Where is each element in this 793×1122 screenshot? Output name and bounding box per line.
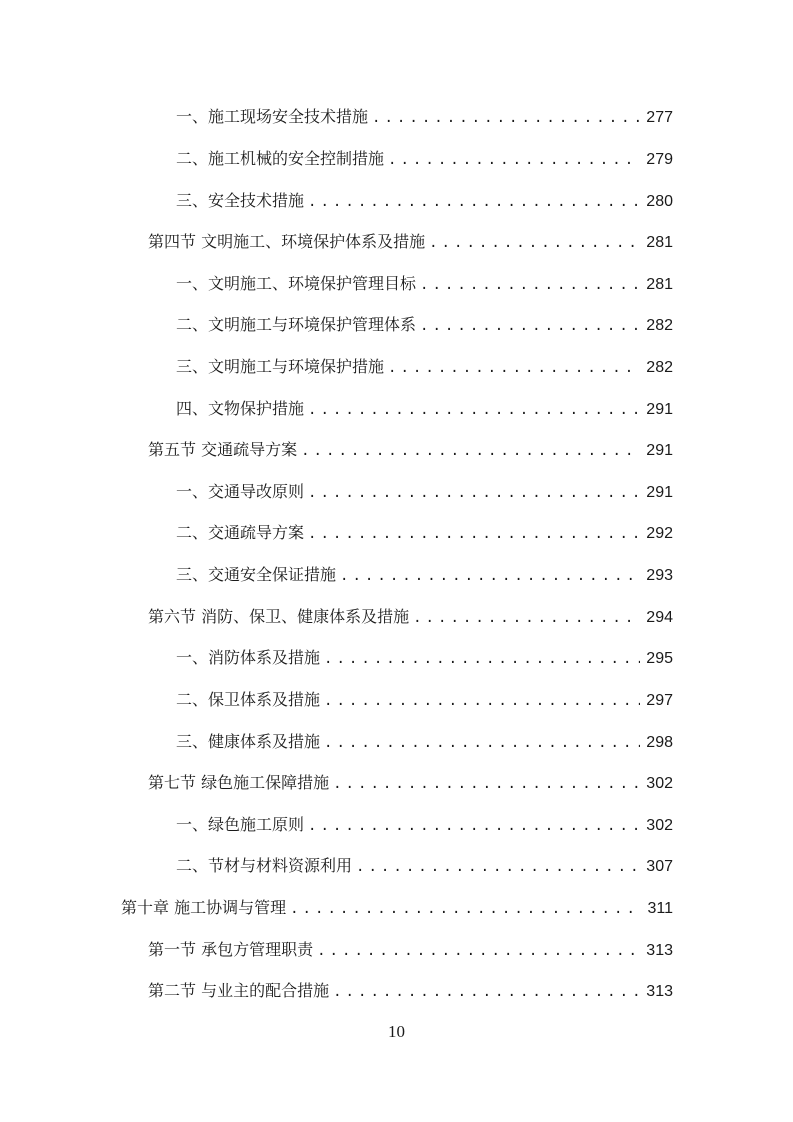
toc-entry-page: 281	[646, 234, 673, 251]
toc-entry-page: 302	[646, 817, 673, 834]
toc-entry-page: 291	[646, 484, 673, 501]
toc-entry-page: 311	[647, 900, 673, 917]
toc-entry	[148, 604, 673, 630]
page-number: 10	[388, 1022, 405, 1041]
toc-entry	[176, 812, 673, 838]
toc-entry	[176, 188, 673, 214]
toc-entry	[148, 437, 673, 463]
toc-entry-title: 一、消防体系及措施	[176, 648, 321, 667]
toc-entry-title: 第六节 消防、保卫、健康体系及措施	[148, 607, 410, 626]
toc-entry-page: 313	[646, 983, 673, 1000]
toc-entry-page: 277	[646, 109, 673, 126]
toc-entry-page: 313	[646, 942, 673, 959]
toc-leader-dots	[308, 397, 640, 423]
toc-entry-title: 第四节 文明施工、环境保护体系及措施	[148, 232, 426, 251]
toc-entry-title: 第一节 承包方管理职责	[148, 940, 314, 959]
toc-entry	[176, 312, 673, 338]
toc-leader-dots	[308, 189, 640, 215]
toc-leader-dots	[308, 813, 640, 839]
toc-entry-page: 293	[646, 567, 673, 584]
toc-entry-page: 282	[646, 317, 673, 334]
toc-entry-page: 292	[646, 525, 673, 542]
toc-entry	[176, 520, 673, 546]
toc-entry-page: 291	[646, 442, 673, 459]
toc-leader-dots	[429, 230, 640, 256]
toc-entry	[121, 895, 673, 921]
toc-entry-title: 第七节 绿色施工保障措施	[148, 773, 330, 792]
toc-entry-page: 295	[646, 650, 673, 667]
toc-entry-page: 294	[646, 609, 673, 626]
toc-leader-dots	[308, 521, 640, 547]
toc-entry	[148, 770, 673, 796]
toc-entry	[176, 562, 673, 588]
toc-entry	[176, 354, 673, 380]
toc-leader-dots	[372, 105, 640, 131]
toc-leader-dots	[308, 480, 640, 506]
toc-leader-dots	[413, 605, 640, 631]
toc-entry-page: 291	[646, 401, 673, 418]
toc-leader-dots	[324, 688, 640, 714]
toc-entry	[176, 645, 673, 671]
toc-entry	[176, 104, 673, 130]
toc-leader-dots	[388, 147, 640, 173]
toc-entry	[176, 479, 673, 505]
toc-entry-title: 第十章 施工协调与管理	[121, 898, 287, 917]
toc-entry-title: 一、施工现场安全技术措施	[176, 107, 369, 126]
toc-entry-title: 第五节 交通疏导方案	[148, 440, 298, 459]
toc-entry-title: 第二节 与业主的配合措施	[148, 981, 330, 1000]
toc-entry-title: 三、安全技术措施	[176, 191, 305, 210]
toc-entry-title: 一、交通导改原则	[176, 482, 305, 501]
toc-leader-dots	[324, 730, 640, 756]
toc-leader-dots	[420, 272, 640, 298]
toc-entry-title: 三、健康体系及措施	[176, 732, 321, 751]
toc-entry	[176, 729, 673, 755]
toc-leader-dots	[356, 854, 640, 880]
toc-entry-title: 一、绿色施工原则	[176, 815, 305, 834]
toc-entry-page: 307	[646, 858, 673, 875]
toc-entry	[148, 229, 673, 255]
toc-entry-page: 279	[646, 151, 673, 168]
toc-entry-page: 297	[646, 692, 673, 709]
toc-entry-title: 三、交通安全保证措施	[176, 565, 337, 584]
toc-entry-title: 二、节材与材料资源利用	[176, 856, 353, 875]
toc-entry-title: 二、施工机械的安全控制措施	[176, 149, 385, 168]
toc-leader-dots	[333, 771, 640, 797]
toc-entry-page: 302	[646, 775, 673, 792]
toc-entry	[176, 271, 673, 297]
toc-entry-page: 282	[646, 359, 673, 376]
toc-entry-title: 二、文明施工与环境保护管理体系	[176, 315, 417, 334]
toc-entry	[148, 937, 673, 963]
toc-leader-dots	[290, 896, 641, 922]
toc-entry-title: 二、保卫体系及措施	[176, 690, 321, 709]
toc-entry-title: 二、交通疏导方案	[176, 523, 305, 542]
toc-leader-dots	[324, 646, 640, 672]
toc-leader-dots	[420, 313, 640, 339]
toc-leader-dots	[317, 938, 640, 964]
toc-entry	[176, 853, 673, 879]
toc-entry-title: 四、文物保护措施	[176, 399, 305, 418]
toc-entry-page: 281	[646, 276, 673, 293]
toc-entry	[176, 396, 673, 422]
toc-leader-dots	[301, 438, 640, 464]
toc-entry-title: 三、文明施工与环境保护措施	[176, 357, 385, 376]
toc-entry	[148, 978, 673, 1004]
toc-entry	[176, 146, 673, 172]
toc-leader-dots	[388, 355, 640, 381]
toc-entry	[176, 687, 673, 713]
toc-entry-title: 一、文明施工、环境保护管理目标	[176, 274, 417, 293]
toc-entry-page: 298	[646, 734, 673, 751]
toc-leader-dots	[340, 563, 640, 589]
toc-entry-page: 280	[646, 193, 673, 210]
toc-leader-dots	[333, 979, 640, 1005]
